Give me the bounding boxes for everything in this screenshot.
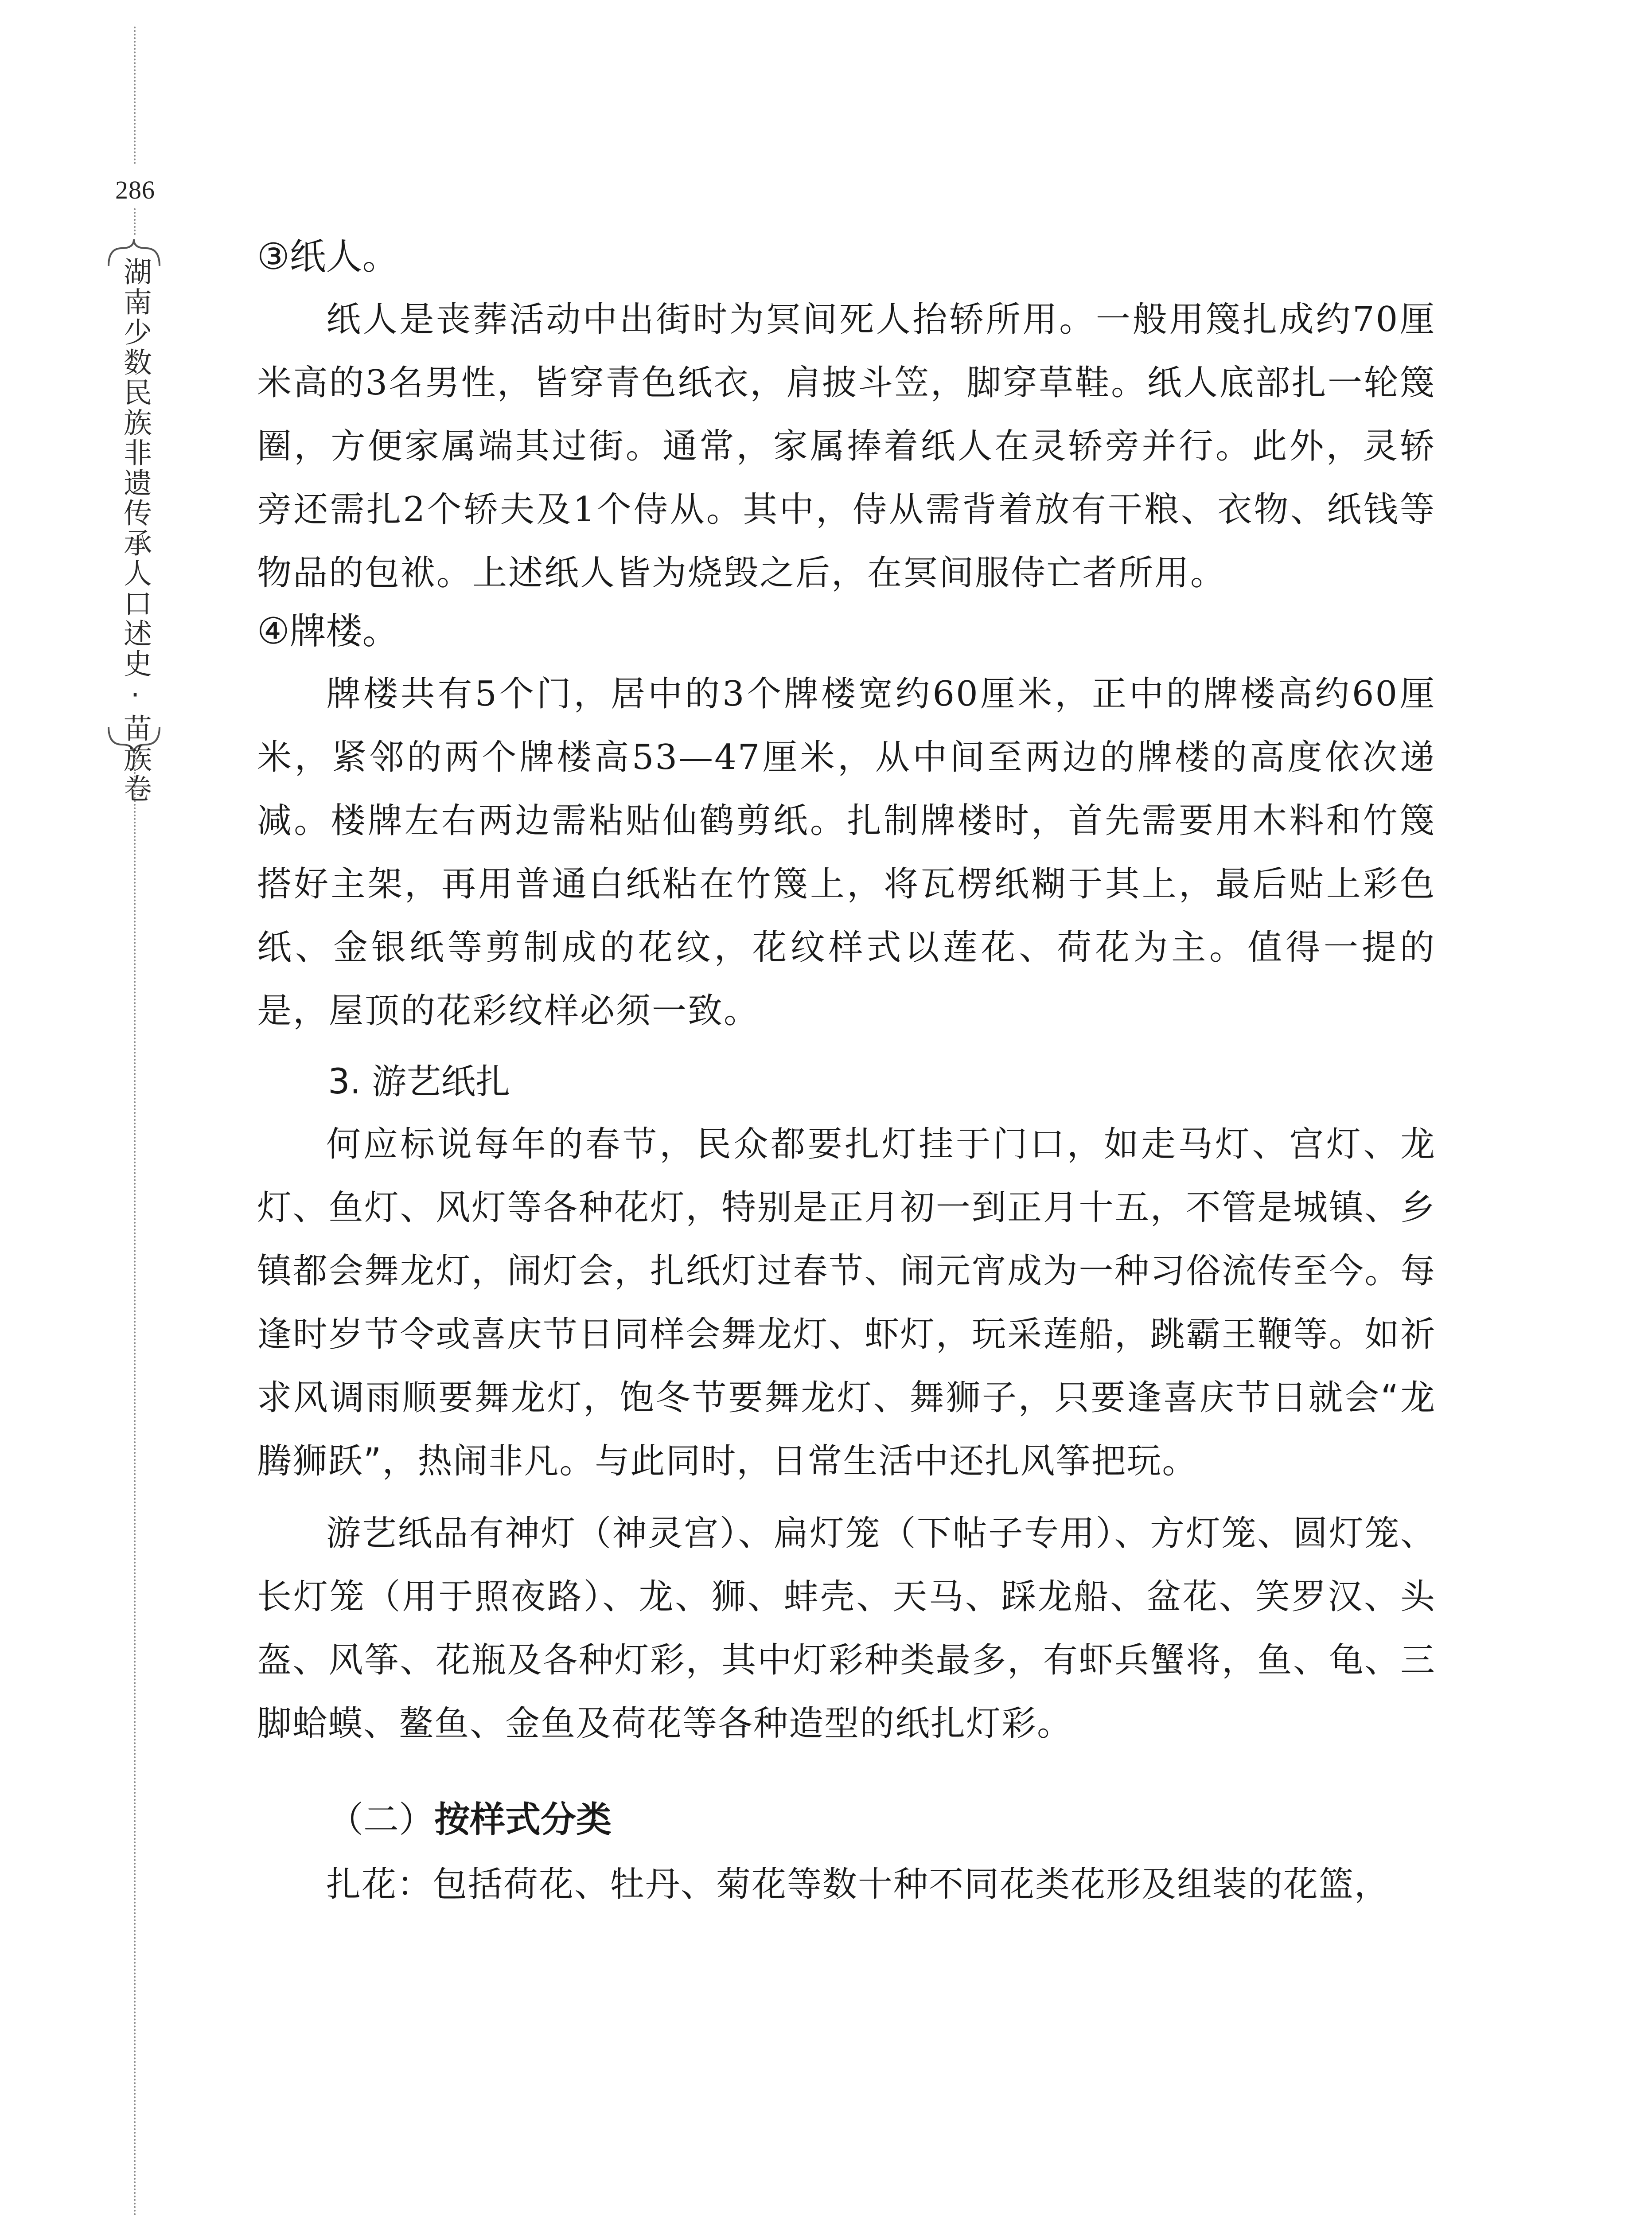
sub-heading-text: 按样式分类 [434,1799,612,1840]
sub-heading-by-style [257,1787,1436,1853]
paragraph-archway: 牌楼共有5个门，居中的3个牌楼宽约60厘米，正中的牌楼高约60厘米，紧邻的两个牌楼高53—47厘米，从中间至两边的牌楼的高度依次递减。楼牌左右两边需粘贴仙鹤剪纸。扎制牌楼时，首先需要用木料和竹篾搭好主架，再用普通白纸粘在竹篾上，将瓦楞纸糊于其上，最后贴上彩色纸、金银纸等剪制成的花纹，花纹样式以莲花、荷花为主。值得一提的是，屋顶的花彩纹样必须一致。 [257,674,1436,1031]
sub-heading-number: （二） [328,1799,434,1840]
page-number: 286 [115,176,155,204]
section-heading-recreational: 3. 游艺纸扎 [328,1062,510,1102]
margin-rule-top [134,27,136,164]
page-body [257,230,1436,1916]
paragraph-paper-figures: 纸人是丧葬活动中出街时为冥间死人抬轿所用。一般用篾扎成约70厘米高的3名男性，皆穿青色纸衣，肩披斗笠，脚穿草鞋。纸人底部扎一轮篾圈，方便家属端其过街。通常，家属捧着纸人在灵轿旁并行。此外，灵轿旁还需扎2个轿夫及1个侍从。其中，侍从需背着放有干粮、衣物、纸钱等物品的包袱。上述纸人皆为烧毁之后，在冥间服侍亡者所用。 [257,300,1436,593]
item-heading-paper-figures: ③纸人。 [257,236,399,278]
paragraph-flowers: 扎花：包括荷花、牡丹、菊花等数十种不同花类花形及组装的花篮， [326,1865,1390,1904]
paragraph-recreational-2: 游艺纸品有神灯（神灵宫）、扁灯笼（下帖子专用）、方灯笼、圆灯笼、长灯笼（用于照夜路）、龙、狮、蚌壳、天马、踩龙船、盆花、笑罗汉、头盔、风筝、花瓶及各种灯彩，其中灯彩种类最多，有虾兵蟹将，鱼、龟、三脚蛤蟆、鳌鱼、金鱼及荷花等各种造型的纸扎灯彩。 [257,1514,1436,1744]
item-heading-archway: ④牌楼。 [257,610,399,652]
series-title-bracket [91,239,177,804]
margin-rule-bottom [134,758,136,2216]
margin-rule-middle [134,208,136,235]
series-title: 湖南少数民族非遗传承人口述史·苗族卷 [119,257,152,804]
paragraph-recreational-1: 何应标说每年的春节，民众都要扎灯挂于门口，如走马灯、宫灯、龙灯、鱼灯、风灯等各种花灯，特别是正月初一到正月十五，不管是城镇、乡镇都会舞龙灯，闹灯会，扎纸灯过春节、闹元宵成为一种习俗流传至今。每逢时岁节令或喜庆节日同样会舞龙灯、虾灯，玩采莲船，跳霸王鞭等。如祈求风调雨顺要舞龙灯，饱冬节要舞龙灯、舞狮子，只要逢喜庆节日就会“龙腾狮跃”，热闹非凡。与此同时，日常生活中还扎风筝把玩。 [257,1124,1436,1481]
